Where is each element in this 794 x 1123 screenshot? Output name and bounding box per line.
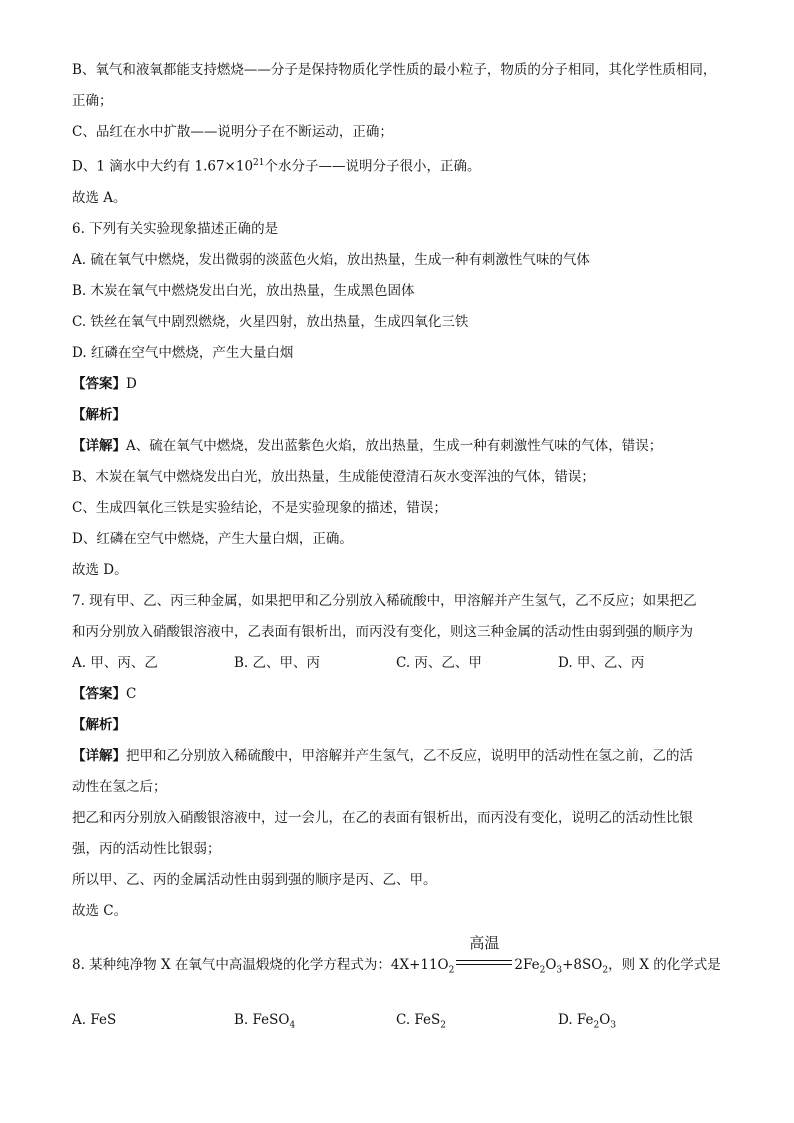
q8-option-d: D. $Fe_2O_3$ [558,1012,617,1031]
q6-detail-d: D、红磷在空气中燃烧，产生大量白烟，正确。 [72,530,353,547]
q6-option-d: D. 红磷在空气中燃烧，产生大量白烟 [72,344,294,361]
q7-option-a: A. 甲、丙、乙 [72,654,158,671]
prev-option-b-line1: B、氧气和液氧都能支持燃烧——分子是保持物质化学性质的最小粒子，物质的分子相同，其化学性质相同， [72,62,717,78]
q7-detail-line1: 【详解】把甲和乙分别放入稀硫酸中，甲溶解并产生氢气，乙不反应，说明甲的活动性在氢之前，乙的活 [72,747,693,764]
document-page [72,60,732,1047]
q7-options [72,653,732,673]
q7-detail-line4: 强，丙的活动性比银弱； [72,840,221,857]
q8-option-b: B. FeSO$_4$ [234,1012,296,1031]
q6-option-a: A. 硫在氧气中燃烧，发出微弱的淡蓝色火焰，放出热量，生成一种有刺激性气味的气体 [72,251,590,268]
q6-answer: 【答案】D [72,375,137,392]
q6-detail-c: C、生成四氧化三铁是实验结论，不是实验现象的描述，错误； [72,499,447,516]
q7-detail-line2: 动性在氢之后； [72,778,167,795]
prev-choose: 故选 A。 [72,189,127,206]
q6-option-c: C. 铁丝在氧气中剧烈燃烧，火星四射，放出热量，生成四氧化三铁 [72,313,469,330]
q6-choose: 故选 D。 [72,561,128,578]
reaction-condition: 高温 [469,933,500,952]
q7-detail-line5: 所以甲、乙、丙的金属活动性由弱到强的顺序是丙、乙、甲。 [72,871,437,888]
q6-option-b: B. 木炭在氧气中燃烧发出白光，放出热量，生成黑色固体 [72,282,415,299]
q7-detail-line3: 把乙和丙分别放入硝酸银溶液中，过一会儿，在乙的表面有银析出，而丙没有变化，说明乙的活动性比银 [72,809,693,826]
q6-detail-a: 【详解】A、硫在氧气中燃烧，发出蓝紫色火焰，放出热量，生成一种有刺激性气味的气体，错误； [72,437,663,454]
q7-choose: 故选 C。 [72,902,128,919]
q8-option-a: A. FeS [72,1012,117,1029]
q7-option-d: D. 甲、乙、丙 [558,654,645,671]
q8-option-c: C. FeS$_2$ [396,1012,447,1031]
prev-option-b-line2: 正确； [72,93,113,109]
q6-detail-b: B、木炭在氧气中燃烧发出白光，放出热量，生成能使澄清石灰水变浑浊的气体，错误； [72,468,595,485]
q6-stem: 6. 下列有关实验现象描述正确的是 [72,220,279,237]
q6-analysis-tag: 【解析】 [72,406,126,423]
q7-option-c: C. 丙、乙、甲 [396,654,482,671]
q7-answer: 【答案】C [72,685,137,702]
q8-stem: 8. 某种纯净物 X 在氧气中高温煅烧的化学方程式为：$4X+11O_2$ 高温 $2Fe_2O_3+8SO_2$，则 X 的化学式是 [72,933,721,976]
reaction-arrow [456,933,512,969]
q7-stem-line2: 和丙分别放入硝酸银溶液中，乙表面有银析出，而丙没有变化，则这三种金属的活动性由弱到强的顺序为 [72,623,693,640]
q7-option-b: B. 乙、甲、丙 [234,654,321,671]
prev-option-c: C、品红在水中扩散——说明分子在不断运动，正确； [72,124,393,140]
q7-stem-line1: 7. 现有甲、乙、丙三种金属，如果把甲和乙分别放入稀硫酸中，甲溶解并产生氢气，乙不反应；如果把乙 [72,592,697,609]
q8-options [72,1010,732,1036]
prev-option-d: D、1 滴水中大约有 $1.67\times 10^{21}$个水分子——说明分子很小，正确。 [72,158,481,175]
q7-analysis-tag: 【解析】 [72,716,126,733]
